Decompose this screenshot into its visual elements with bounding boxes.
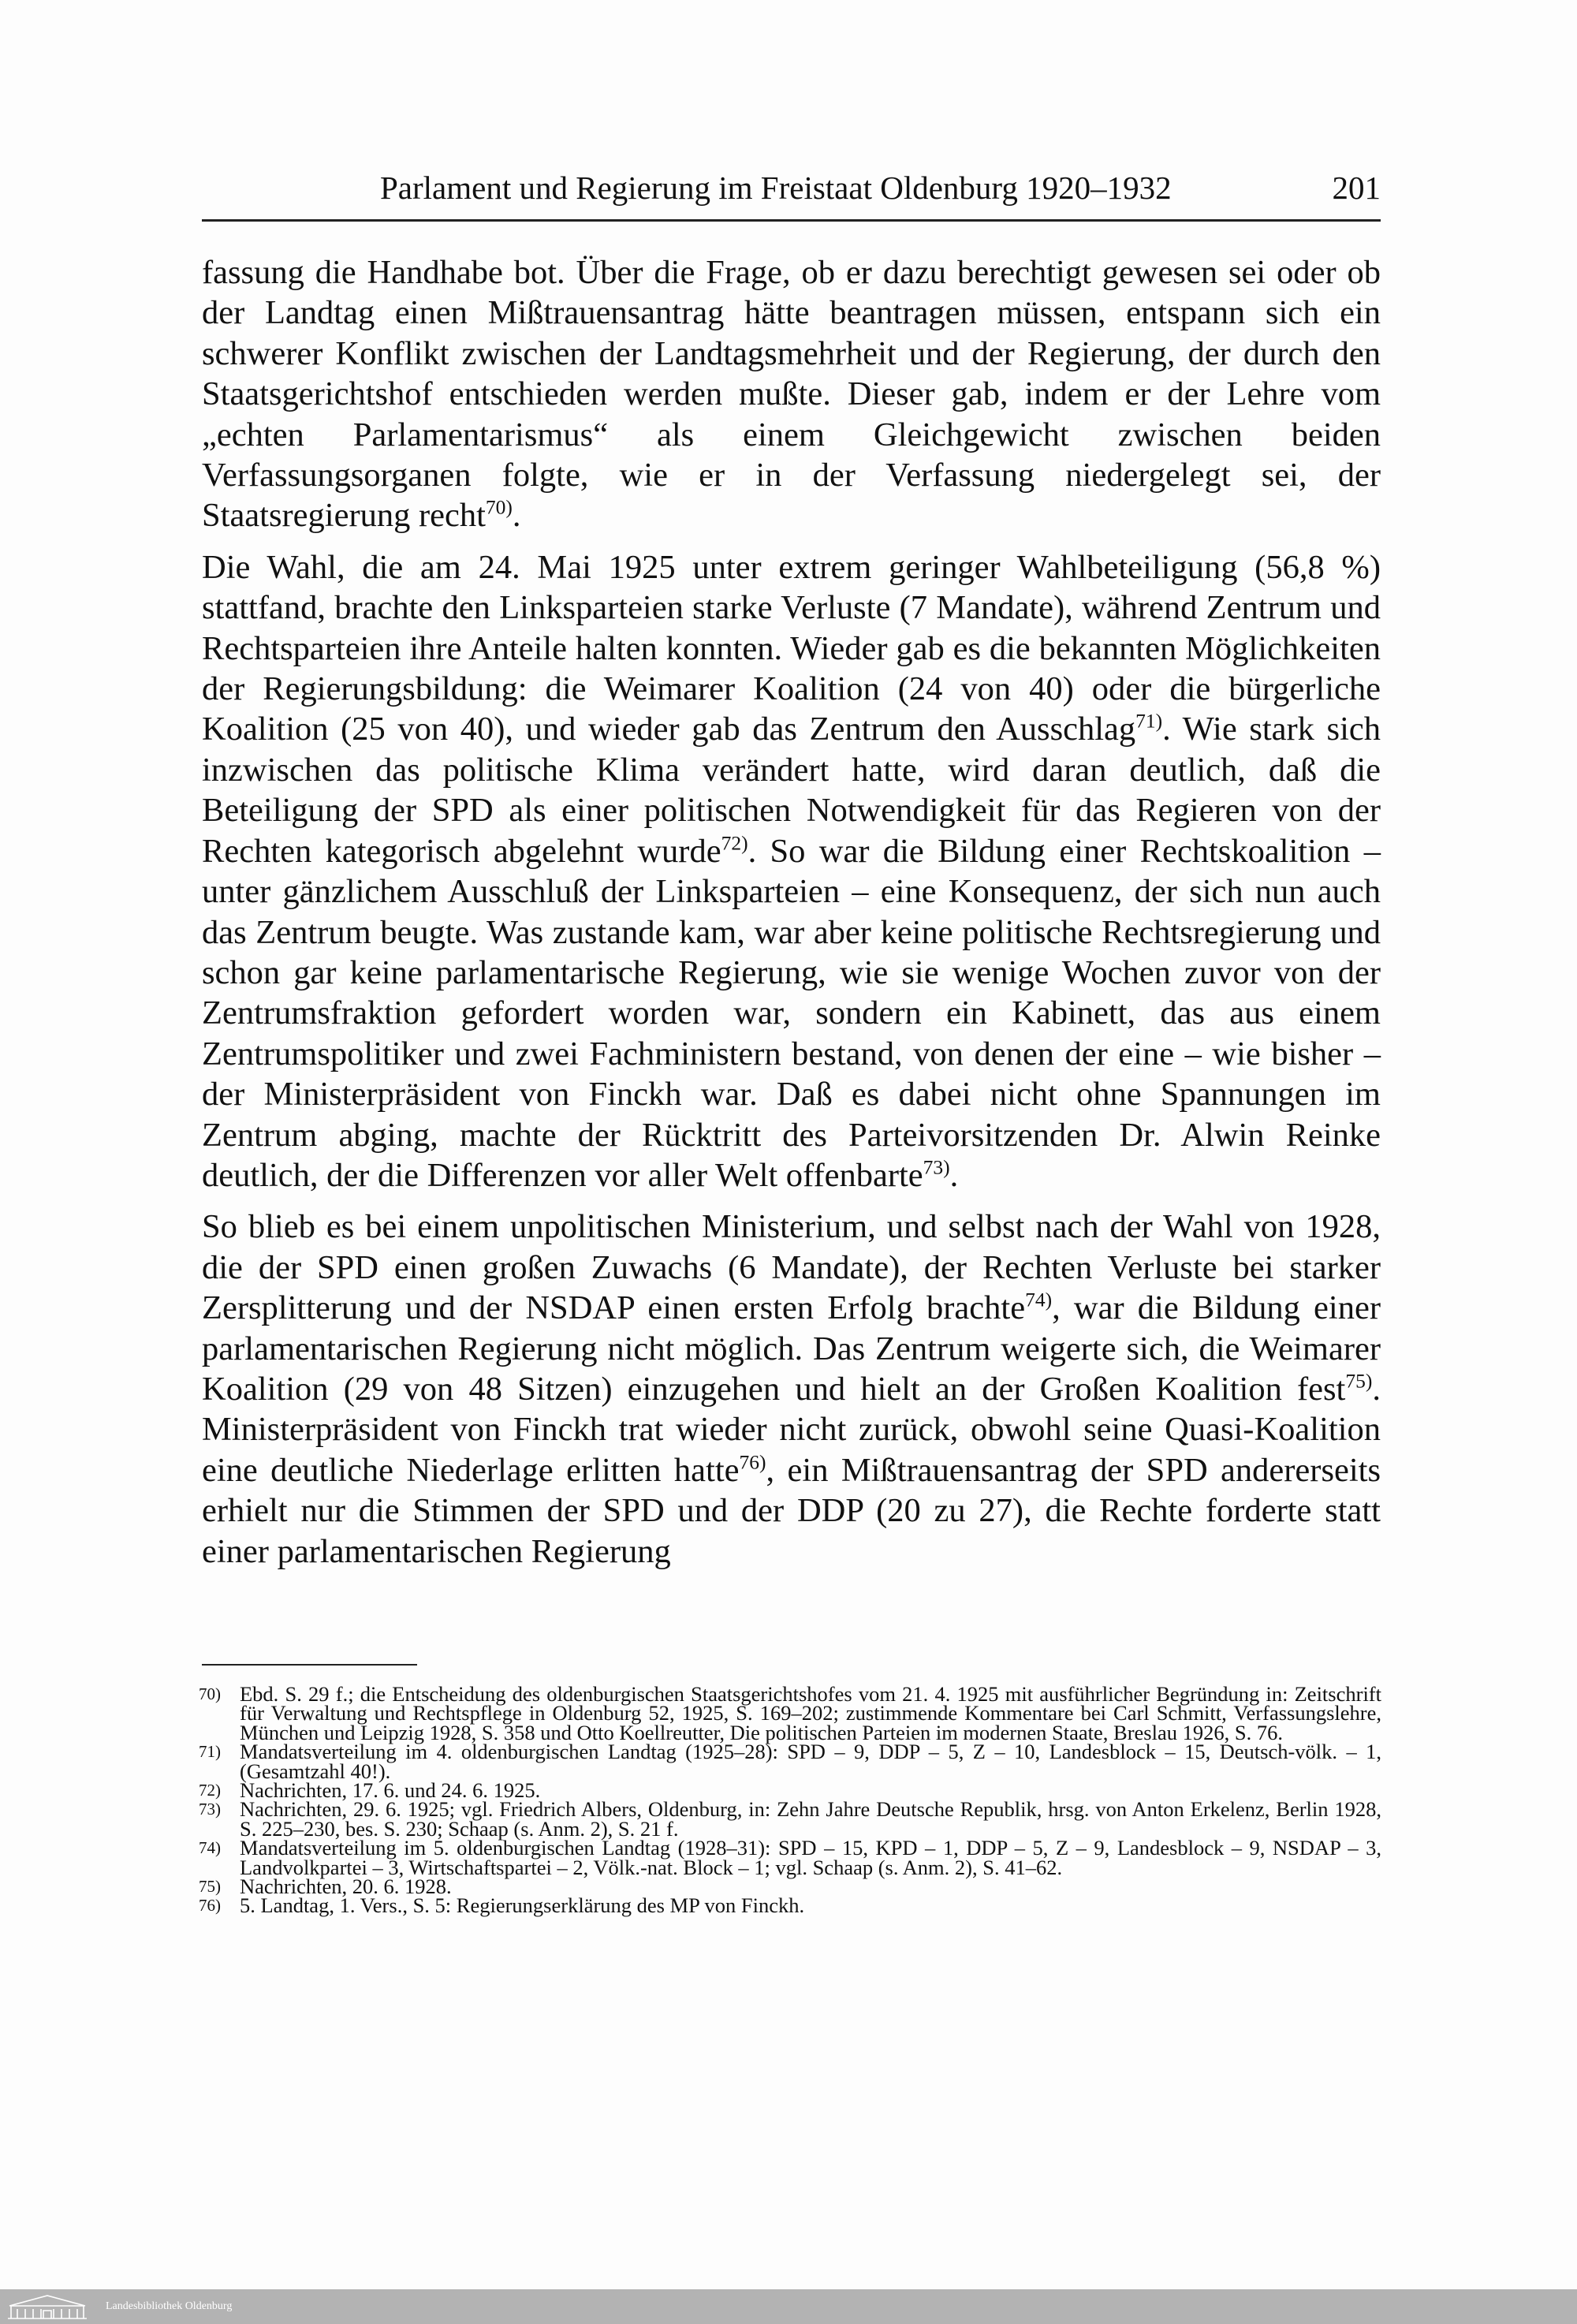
body-paragraph [202, 547, 1381, 1196]
footnote-reference[interactable]: 73) [923, 1155, 950, 1179]
footnote-text: Mandatsverteilung im 4. oldenburgischen Landtag (1925–28): SPD – 9, DDP – 5, Z – 10, Landesblock – 15, Deutsch-völk. – 1, (Gesamtzahl 40!). [240, 1740, 1381, 1783]
footnote-text: Ebd. S. 29 f.; die Entscheidung des oldenburgischen Staatsgerichtshofes vom 21. 4. 1925 mit ausführlicher Begründung in: Zeitschrift für Verwaltung und Rechtspflege in Oldenburg 52, 1925, S. 169–202; zustimmende Kommentare bei Carl Schmitt, Verfassungslehre, München und Leipzig 1928, S. 358 und Otto Koellreutter, Die politischen Parteien im modernen Staate, Breslau 1926, S. 76. [240, 1682, 1381, 1744]
page-number: 201 [1332, 170, 1381, 206]
running-title: Parlament und Regierung im Freistaat Oldenburg 1920–1932 [380, 170, 1172, 206]
body-text [202, 252, 1381, 1572]
running-header [202, 169, 1381, 222]
paragraph-text: . [512, 497, 521, 535]
footnote-number: 75) [199, 1877, 221, 1897]
footnotes [199, 1684, 1381, 1916]
body-paragraph [202, 1207, 1381, 1572]
footnote-number: 70) [199, 1684, 221, 1703]
footnote-separator [202, 1664, 417, 1666]
footnote-number: 73) [199, 1800, 221, 1819]
footnote [199, 1838, 1381, 1877]
library-building-icon [0, 2289, 95, 2324]
footnote [199, 1742, 1381, 1781]
paragraph-text: , war die Bildung einer parlamentarischen Regierung nicht möglich. Das Zentrum weigerte sich, die Weimarer Koalition (29 von 48 Sitzen) einzugehen und hielt an der Großen Koalition fest [202, 1289, 1381, 1408]
footnote-text: Nachrichten, 29. 6. 1925; vgl. Friedrich Albers, Oldenburg, in: Zehn Jahre Deutsche Republik, hrsg. von Anton Erkelenz, Berlin 1928, S. 225–230, bes. S. 230; Schaap (s. Anm. 2), S. 21 f. [240, 1797, 1381, 1841]
paragraph-text: . Wie stark sich inzwischen das politische Klima verändert hatte, wird daran deutlich, daß die Beteiligung der SPD als einer politischen Notwendigkeit für das Regieren von der Rechten kategorisch abgelehnt wurde [202, 711, 1381, 870]
footnote-number: 74) [199, 1838, 221, 1858]
footnote-reference[interactable]: 74) [1025, 1288, 1053, 1311]
footnote-number: 72) [199, 1781, 221, 1800]
body-paragraph [202, 252, 1381, 536]
footnote-number: 71) [199, 1742, 221, 1762]
paragraph-text: fassung die Handhabe bot. Über die Frage, ob er dazu berechtigt gewesen sei oder ob der Landtag einen Mißtrauensantrag hätte beantragen müssen, entspann sich ein schwerer Konflikt zwischen der Landtagsmehrheit und der Regierung, der durch den Staatsgerichtshof entschieden werden mußte. Dieser gab, indem er der Lehre vom „echten Parlamentarismus“ als einem Gleichgewicht zwischen beiden Verfassungsorganen folgte, wie er in der Verfassung niedergelegt sei, der Staatsregierung recht [202, 254, 1381, 535]
footnote-text: Mandatsverteilung im 5. oldenburgischen Landtag (1928–31): SPD – 15, KPD – 1, DDP – 5, Z – 9, Landesblock – 9, NSDAP – 3, Landvolkpartei – 3, Wirtschaftspartei – 2, Völk.-nat. Block – 1; vgl. Schaap (s. Anm. 2), S. 41–62. [240, 1836, 1381, 1879]
footnote-text: Nachrichten, 17. 6. und 24. 6. 1925. [240, 1778, 541, 1803]
library-footer-bar [0, 2289, 1577, 2324]
paragraph-text: . [949, 1156, 959, 1194]
paragraph-text: . Ministerpräsident von Finckh trat wieder nicht zurück, obwohl seine Quasi-Koalition eine deutliche Niederlage erlitten hatte [202, 1370, 1381, 1489]
paragraph-text: , ein Mißtrauensantrag der SPD andererseits erhielt nur die Stimmen der SPD und der DDP (20 zu 27), die Rechte forderte statt einer parlamentarischen Regierung [202, 1451, 1381, 1570]
footnote-reference[interactable]: 75) [1345, 1369, 1373, 1393]
paragraph-text: So blieb es bei einem unpolitischen Ministerium, und selbst nach der Wahl von 1928, die der SPD einen großen Zuwachs (6 Mandate), der Rechten Verluste bei starker Zersplitterung und der NSDAP einen ersten Erfolg brachte [202, 1208, 1381, 1327]
footnote [199, 1684, 1381, 1742]
footnote-reference[interactable]: 76) [739, 1450, 766, 1474]
footnote [199, 1893, 1381, 1918]
footnote-reference[interactable]: 71) [1135, 710, 1163, 733]
paragraph-text: Die Wahl, die am 24. Mai 1925 unter extrem geringer Wahlbeteiligung (56,8 %) stattfand, brachte den Linksparteien starke Verluste (7 Mandate), während Zentrum und Rechtsparteien ihre Anteile halten konnten. Wieder gab es die bekannten Möglichkeiten der Regierungsbildung: die Weimarer Koalition (24 von 40) oder die bürgerliche Koalition (25 von 40), und wieder gab das Zentrum den Ausschlag [202, 548, 1381, 748]
footnote-reference[interactable]: 70) [485, 496, 513, 520]
footnote-text: 5. Landtag, 1. Vers., S. 5: Regierungserklärung des MP von Finckh. [240, 1893, 805, 1918]
footnote-text: Nachrichten, 20. 6. 1928. [240, 1874, 452, 1899]
paragraph-text: . So war die Bildung einer Rechtskoalition – unter gänzlichem Ausschluß der Linksparteien – eine Konsequenz, der sich nun auch das Zentrum beugte. Was zustande kam, war aber keine politische Rechtsregierung und schon gar keine parlamentarische Regierung, wie sie wenige Wochen zuvor von der Zentrumsfraktion gefordert worden war, sondern ein Kabinett, das aus einem Zentrumspolitiker und zwei Fachministern bestand, von denen der eine – wie bisher – der Ministerpräsident von Finckh war. Daß es dabei nicht ohne Spannungen im Zentrum abging, machte der Rücktritt des Parteivorsitzenden Dr. Alwin Reinke deutlich, der die Differenzen vor aller Welt offenbarte [202, 832, 1381, 1194]
footnote-number: 76) [199, 1896, 221, 1916]
library-name: Landesbibliothek Oldenburg [106, 2300, 233, 2312]
footnote-reference[interactable]: 72) [721, 831, 748, 855]
footnote [199, 1797, 1381, 1841]
